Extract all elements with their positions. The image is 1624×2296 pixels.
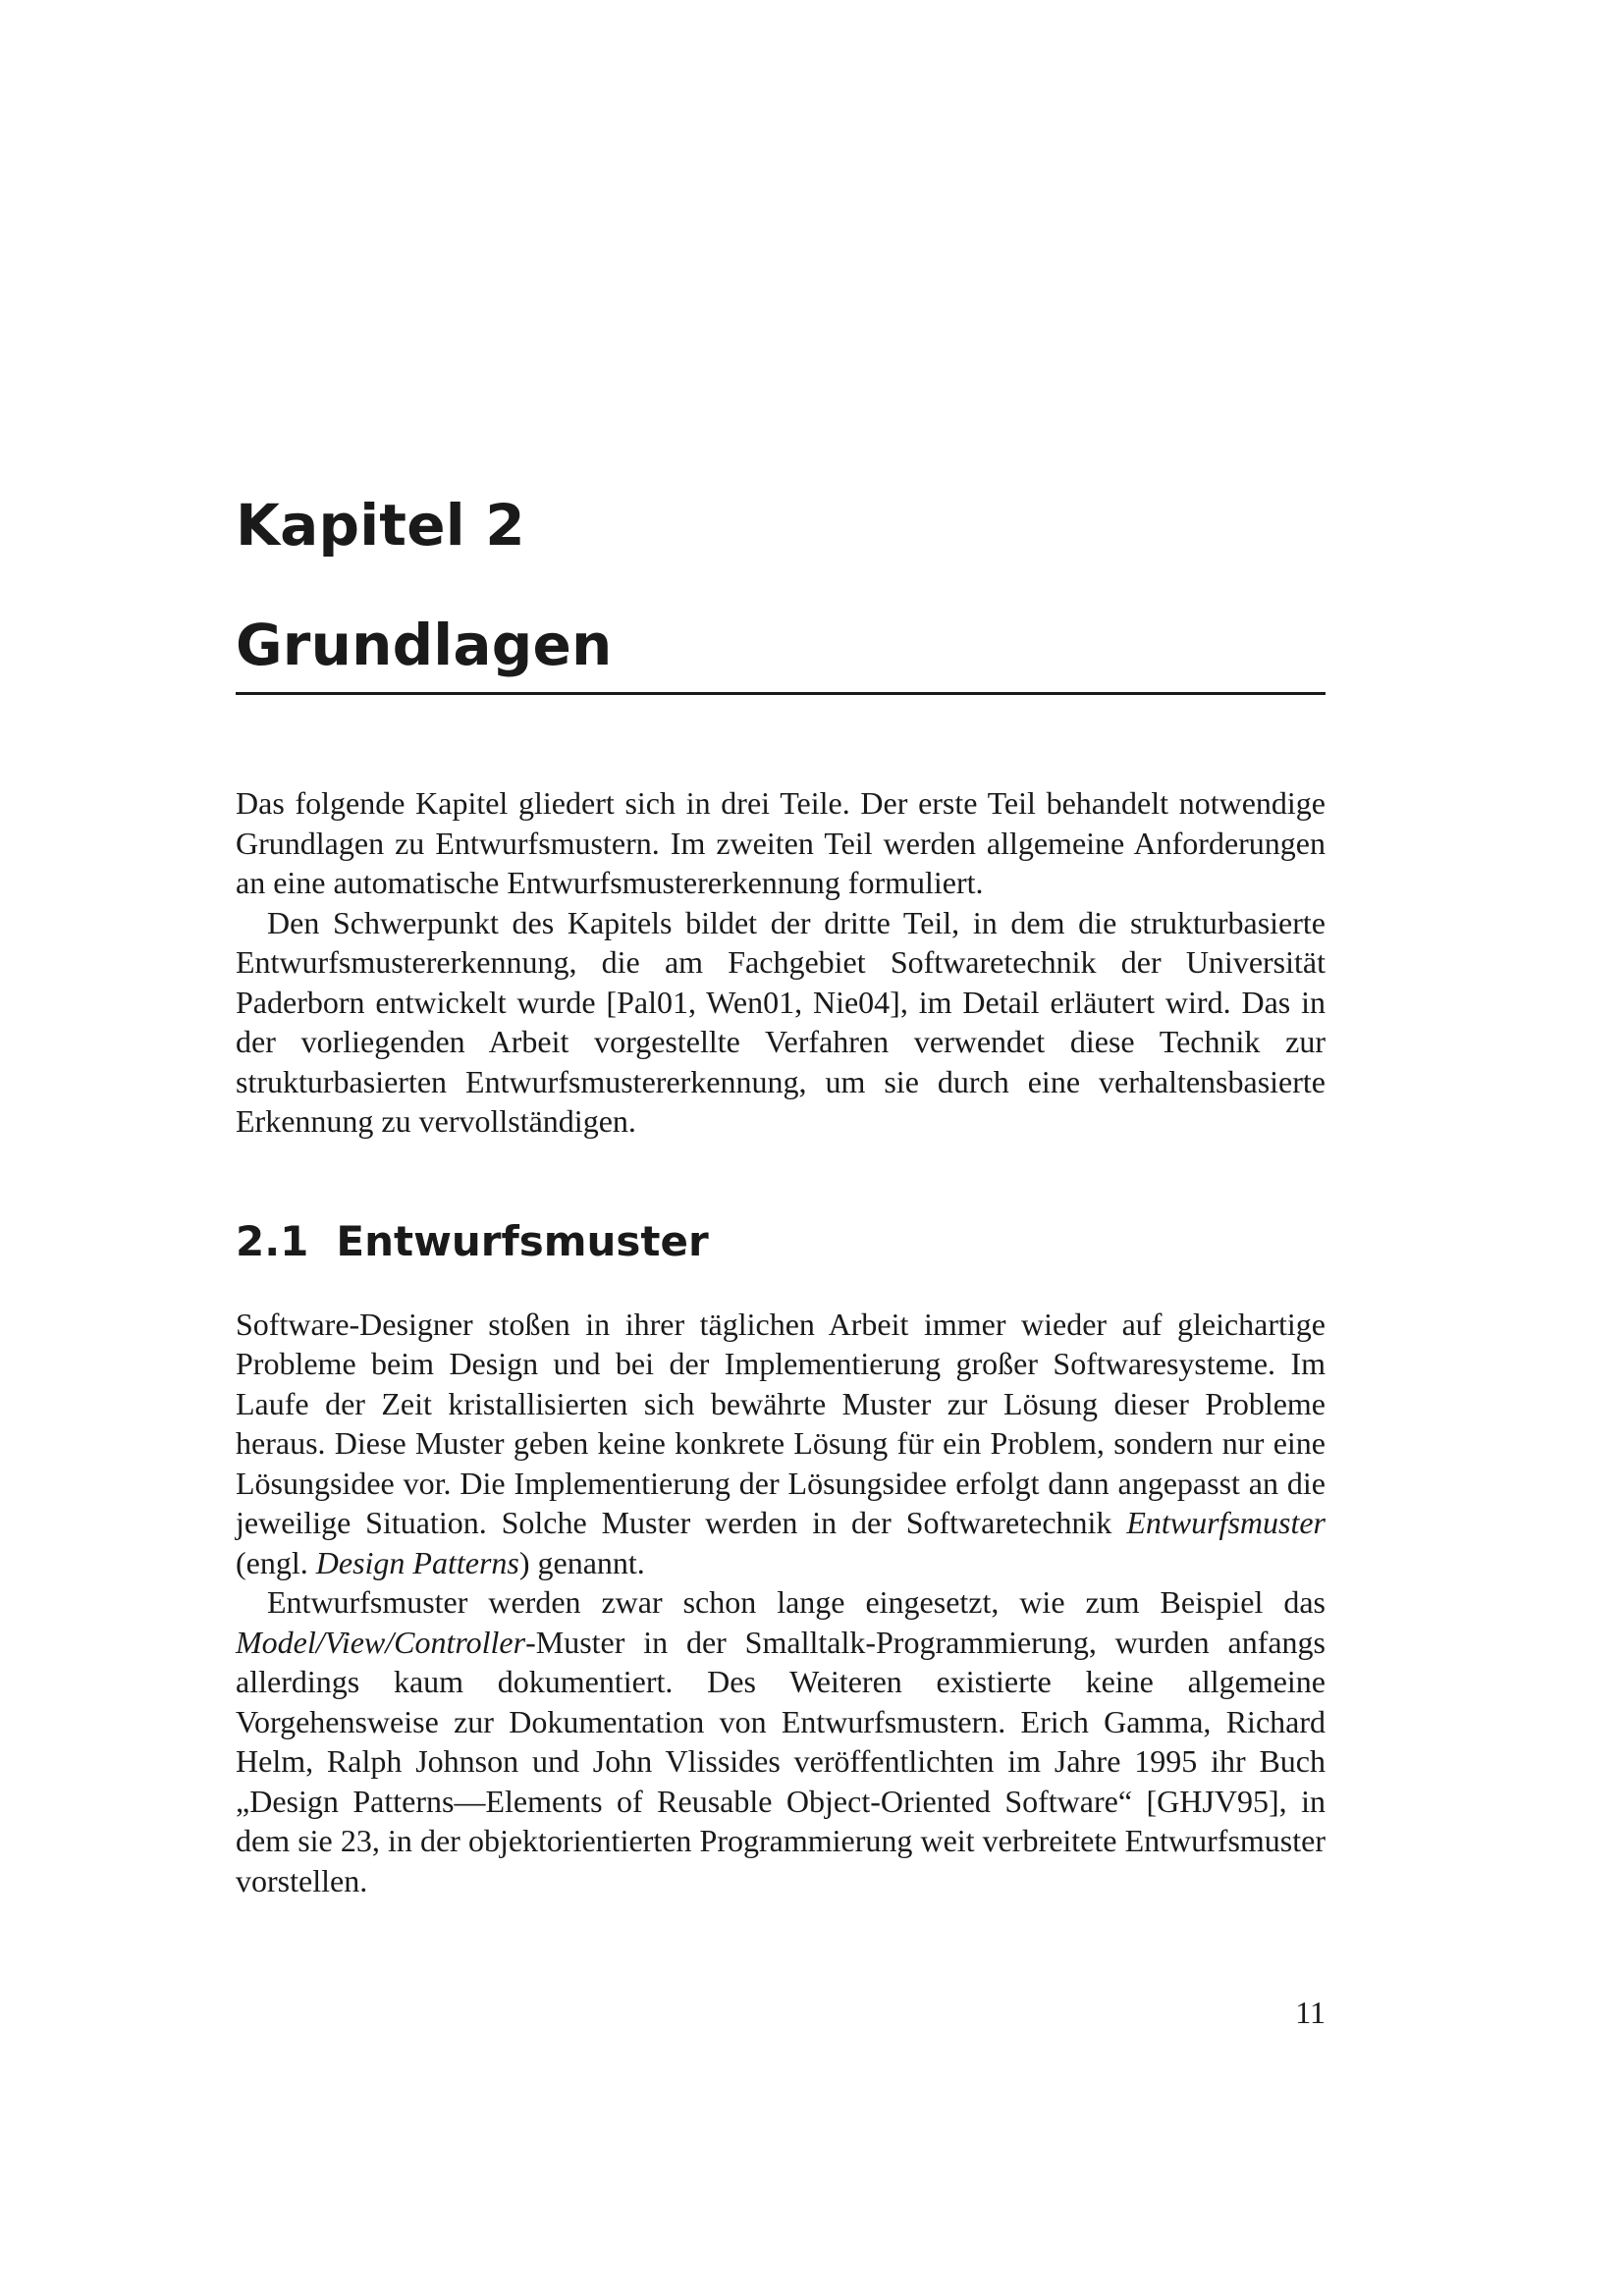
chapter-label: Kapitel 2: [236, 492, 525, 559]
intro-paragraph-2: Den Schwerpunkt des Kapitels bildet der dritte Teil, in dem die strukturbasierte Entwurfsmustererkennung, die am Fachgebiet Softwaretechnik der Universität Paderborn entwickelt wurde [Pal01, Wen01, Nie04], im Detail erläutert wird. Das in der vorliegenden Arbeit vorgestellte Verfahren verwendet diese Technik zur strukturbasierten Entwurfsmustererkennung, um sie durch eine verhaltensbasierte Erkennung zu vervollständigen.: [236, 904, 1326, 1139]
section-title: Entwurfsmuster: [336, 1216, 709, 1265]
section-number: 2.1: [236, 1216, 309, 1265]
section-p1-term-design-patterns: Design Patterns: [315, 1544, 519, 1580]
section-p2-text-b: -Muster in der Smalltalk-Programmierung, wurden anfangs allerdings kaum dokumentiert. Des Weiteren existierte keine allgemeine Vorgehensweise zur Dokumentation von Entwurfsmustern. Erich Gamma, Richard Helm, Ralph Johnson und John Vlissides veröffentlichten im Jahre 1995 ihr Buch „Design Patterns—Elements of Reusable Object-Oriented Software“ [GHJV95], in dem sie 23, in der objektorientierten Programmierung weit verbreitete Entwurfsmuster vorstellen.: [236, 1624, 1326, 1898]
section-p2-text-a: Entwurfsmuster werden zwar schon lange eingesetzt, wie zum Beispiel das: [267, 1584, 1326, 1620]
section-p2-term-mvc: Model/View/Controller: [236, 1624, 526, 1660]
intro-paragraph-1: Das folgende Kapitel gliedert sich in drei Teile. Der erste Teil behandelt notwendige Grundlagen zu Entwurfsmustern. Im zweiten Teil werden allgemeine Anforderungen an eine automatische Entwurfsmustererkennung formuliert.: [236, 785, 1326, 900]
section-p1-text-b: (engl.: [236, 1544, 316, 1580]
section-paragraph-1: [236, 1305, 1326, 1583]
section-p1-term-entwurfsmuster: Entwurfsmuster: [1126, 1505, 1326, 1540]
section-heading: [236, 1212, 1326, 1271]
page-content: [236, 486, 1326, 1900]
section-p1-text-a: Software-Designer stoßen in ihrer täglichen Arbeit immer wieder auf gleichartige Probleme beim Design und bei der Implementierung großer Softwaresysteme. Im Laufe der Zeit kristallisierten sich bewährte Muster zur Lösung dieser Probleme heraus. Diese Muster geben keine konkrete Lösung für ein Problem, sondern nur eine Lösungsidee vor. Die Implementierung der Lösungsidee erfolgt dann angepasst an die jeweilige Situation. Solche Muster werden in der Softwaretechnik: [236, 1306, 1326, 1540]
section-paragraph-2: [236, 1582, 1326, 1900]
chapter-title: Grundlagen: [236, 606, 1326, 695]
section-p1-text-c: ) genannt.: [518, 1544, 645, 1580]
page-number: 11: [1295, 1995, 1326, 2030]
